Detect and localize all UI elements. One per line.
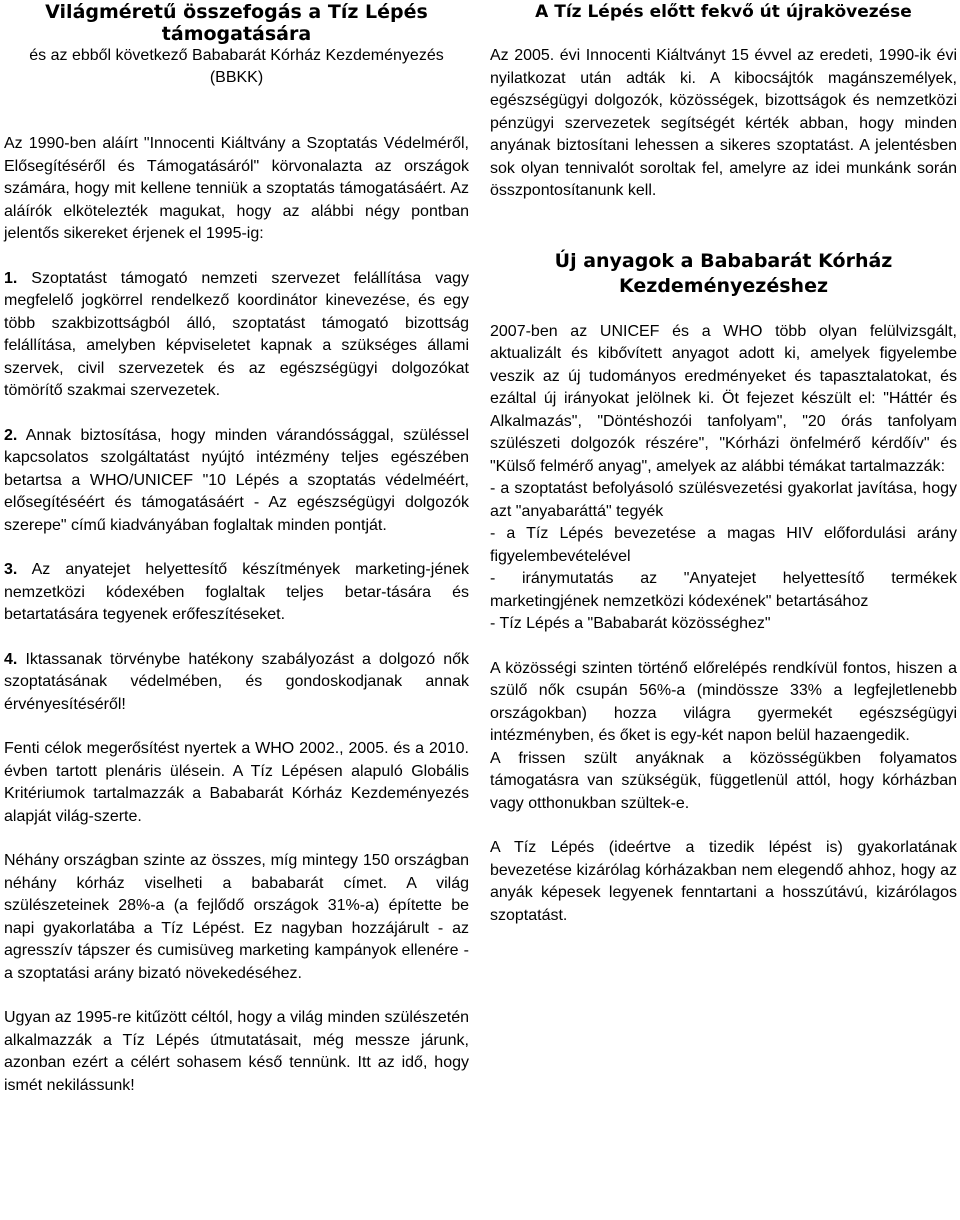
point-1-text: Szoptatást támogató nemzeti szervezet felállítása vagy megfelelő jogkörrel rendelkező koordinátor kinevezése, és egy több szakbizottságból álló, szoptatást támogató bizottság felállítása, amelyben képviseletet kapnak a szükséges állami szervek, civil szervezetek és az egészségügyi dolgozókat tömörítő szakmai szervezetek. <box>4 269 470 399</box>
bullet-item: - Tíz Lépés a "Bababarát közösséghez" <box>490 615 771 632</box>
point-3-number: 3. <box>4 561 18 578</box>
section-heading-materials: Új anyagok a Bababarát Kórház Kezdeményezéshez <box>554 249 893 297</box>
intro-paragraph: Az 1990-ben aláírt "Innocenti Kiáltvány a Szoptatás Védelméről, Elősegítéséről és Támogatásáról" körvonalazta az országok számára, hogy mit kellene tenniük a szoptatás támogatásáért. Az aláírók elkötelezték magukat, hogy az alábbi négy pontban jelentős sikereket érjenek el 1995-ig: <box>4 135 469 242</box>
final-paragraph: A Tíz Lépés (ideértve a tizedik lépést is) gyakorlatának bevezetése kizárólag kórházakban nem elegendő ahhoz, hogy az anyák képesek legyenek fenntartani a hosszútávú, kizárólagos szoptatást. <box>490 839 957 924</box>
page-subtitle: és az ebből következő Bababarát Kórház Kezdeményezés (BBKK) <box>29 47 444 86</box>
point-4-text: Iktassanak törvénybe hatékony szabályozást a dolgozó nők szoptatásának védelmében, és gondoskodjanak annak érvényesítéséről! <box>4 650 469 713</box>
bullet-item: - a Tíz Lépés bevezetése a magas HIV előfordulási arány figyelembevételével <box>490 525 957 565</box>
support-paragraph: A frissen szült anyáknak a közösségükben folyamatos támogatásra van szükségük, függetlenül attól, hogy kórházban vagy otthonukban szültek-e. <box>490 749 957 812</box>
confirmation-paragraph: Fenti célok megerősítést nyertek a WHO 2002., 2005. és a 2010. évben tartott plenáris ülésein. A Tíz Lépésen alapuló Globális Kritériumok tartalmazzák a Bababarát Kórház Kezdeményezés alapját világ-szerte. <box>4 740 469 825</box>
point-2 <box>4 425 469 538</box>
innocenti-paragraph: Az 2005. évi Innocenti Kiáltványt 15 évvel az eredeti, 1990-ik évi nyilatkozat után adták ki. A kibocsájtók magánszemélyek, egészségügyi dolgozók, közösségek, bizottságok és nemzetközi pénzügyi szervezetek segítségét kérték abban, hogy minden anyának biztosítani lehessen a sikeres szoptatást. A jelentésben sok olyan tennivalót soroltak fel, amelyre az idei munkánk során összpontosítanunk kell. <box>490 47 957 199</box>
page-title: Világméretű összefogás a Tíz Lépés támogatására <box>45 1 428 45</box>
community-paragraph: A közösségi szinten történő előrelépés rendkívül fontos, hiszen a szülő nők csupán 56%-a (mindössze 33% a legfejletlenebb országokban) hozza világra gyermekét egészségügyi intézményben, és őket is egy-két napon belül hazaengedik. <box>490 659 957 744</box>
bullet-item: - a szoptatást befolyásoló szülésvezetési gyakorlat javítása, hogy azt "anyabaráttá" tegyék <box>490 480 957 520</box>
countries-paragraph: Néhány országban szinte az összes, míg mintegy 150 országban néhány kórház viselheti a bababarát címet. A világ szülészeteinek 28%-a (a fejlődő országok 31%-a) építette be napi gyakorlatába a Tíz Lépést. Ez nagyban hozzájárult - az agresszív tápszer és cumisüveg marketing kampányok ellenére - a szoptatási arány bizató növekedéséhez. <box>4 852 469 982</box>
materials-paragraph: 2007-ben az UNICEF és a WHO több olyan felülvizsgált, aktualizált és kibővített anyagot adott ki, amelyek figyelembe veszik az új tudományos eredményeket és tapasztalatokat, és ezáltal új irányokat jelölnek ki. Öt fejezet készült el: "Háttér és Alkalmazás", "Döntéshozói tanfolyam", "20 órás tanfolyam szülészeti dolgozók részére", "Kórházi önfelmérő kérdőív" és "Külső felmérő anyag", amelyek az alábbi témákat tartalmazzák: <box>490 322 957 475</box>
point-3-text: Az anyatejet helyettesítő készítmények marketing-jének nemzetközi kódexében foglaltak teljes betar-tására és betartatására tegyenek erőfeszítéseket. <box>4 561 470 623</box>
bullet-item: - iránymutatás az "Anyatejet helyettesítő termékek marketingjének nemzetközi kódexének" betartásához <box>490 570 957 610</box>
point-4 <box>4 649 469 717</box>
left-column <box>4 0 469 1097</box>
point-4-number: 4. <box>4 650 18 668</box>
point-3 <box>4 559 469 627</box>
point-2-text: Annak biztosítása, hogy minden várandóssággal, szüléssel kapcsolatos szolgáltatást nyújtó intézmény teljes egészében betartsa a WHO/UNICEF "10 Lépés a szoptatás védelméért, elősegítéséért és támogatásáért - Az egészségügyi dolgozók szerepe" című kiadványában foglaltak minden pontját. <box>4 426 470 534</box>
goal-paragraph: Ugyan az 1995-re kitűzött céltól, hogy a világ minden szülészetén alkalmazzák a Tíz Lépés útmutatásait, még messze járunk, azonban ezért a célért sohasem késő tennünk. Itt az idő, hogy ismét nekilássunk! <box>4 1009 469 1094</box>
right-column <box>490 0 957 927</box>
point-1-number: 1. <box>4 269 18 287</box>
point-1 <box>4 268 469 403</box>
section-heading-road: A Tíz Lépés előtt fekvő út újrakövezése <box>535 2 912 22</box>
point-2-number: 2. <box>4 426 18 444</box>
